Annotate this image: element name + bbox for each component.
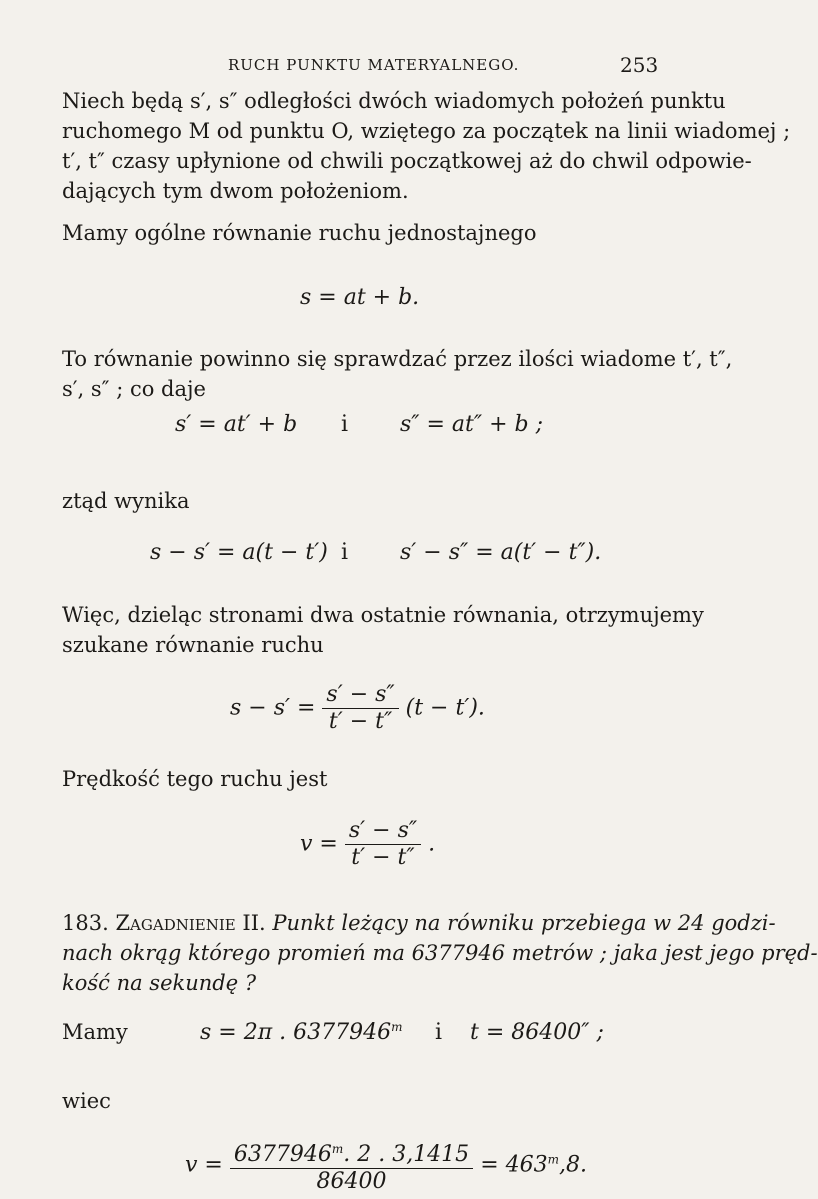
equation-result	[185, 1136, 587, 1195]
equation-rhs: (t − t′).	[405, 695, 485, 721]
paragraph-uniform-motion	[62, 218, 662, 248]
fraction	[322, 682, 398, 735]
paragraph-velocity	[62, 764, 662, 794]
text-line: dających tym dwom położeniom.	[62, 179, 409, 203]
text-line: szukane równanie ruchu	[62, 633, 324, 657]
text-line: ztąd wynika	[62, 489, 190, 513]
page-number: 253	[620, 53, 659, 77]
problem-183	[62, 908, 818, 998]
equation-conjunction: i	[341, 540, 349, 565]
equation-second-position: s″ = at″ + b ;	[400, 412, 544, 437]
problem-label: Zagadnienie II.	[115, 911, 266, 935]
fraction-numerator: s′ − s″	[345, 818, 421, 845]
paragraph-substitution	[62, 344, 733, 404]
fraction-denominator: t′ − t″	[328, 709, 393, 734]
fraction-numerator: s′ − s″	[322, 682, 398, 709]
equation-difference-two: s′ − s″ = a(t′ − t″).	[400, 540, 602, 565]
unit-superscript: m	[331, 1142, 344, 1156]
paragraph-positions	[62, 86, 791, 206]
result-rest: ,8.	[559, 1152, 587, 1178]
text-line: Więc, dzieląc stronami dwa ostatnie równania, otrzymujemy	[62, 603, 704, 627]
text-line: To równanie powinno się sprawdzać przez ilości wiadome t′, t″,	[62, 347, 733, 371]
fraction	[230, 1136, 473, 1195]
running-header: RUCH PUNKTU MATERYALNEGO.	[228, 56, 520, 74]
fraction-denominator: 86400	[316, 1169, 387, 1194]
paragraph-therefore	[62, 1086, 662, 1116]
numerator-rest: . 2 . 3,1415	[343, 1142, 470, 1167]
fraction	[345, 818, 421, 871]
paragraph-division	[62, 600, 704, 660]
equation-uniform-motion: s = at + b.	[300, 285, 420, 310]
text-line: Prędkość tego ruchu jest	[62, 767, 328, 791]
equation-time: t = 86400″ ;	[470, 1020, 604, 1045]
text-line: ruchomego M od punktu O, wziętego za początek na linii wiadomej ;	[62, 119, 791, 143]
equation-conjunction: i	[341, 412, 349, 437]
equation-rhs: = 463	[480, 1152, 548, 1178]
text-line: Mamy ogólne równanie ruchu jednostajnego	[62, 221, 537, 245]
fraction-numerator	[230, 1136, 473, 1169]
given-data-line	[62, 1020, 128, 1045]
equation-difference-one: s − s′ = a(t − t′)	[150, 540, 328, 565]
problem-number: 183.	[62, 911, 109, 935]
equation-lhs: v =	[300, 831, 338, 857]
unit-superscript: m	[391, 1020, 403, 1034]
paragraph-hence	[62, 486, 662, 516]
distance-expression: s = 2π . 6377946	[200, 1020, 392, 1045]
problem-text: nach okrąg którego promień ma 6377946 metrów ; jaka jest jego pręd-	[62, 941, 818, 965]
text-line: t′, t″ czasy upłynione od chwili początkowej aż do chwil odpowie-	[62, 149, 752, 173]
equation-lhs: v =	[185, 1152, 223, 1178]
equation-conjunction: i	[435, 1020, 443, 1045]
problem-first-line	[62, 908, 776, 938]
problem-text: Punkt leżący na równiku przebiega w 24 godzi-	[272, 911, 776, 935]
text-line: wiec	[62, 1089, 111, 1113]
fraction-denominator: t′ − t″	[351, 845, 415, 870]
text-line: s′, s″ ; co daje	[62, 377, 206, 401]
problem-text: kość na sekundę ?	[62, 971, 257, 995]
unit-superscript: m	[547, 1152, 559, 1167]
numerator-value: 6377946	[233, 1142, 332, 1167]
equation-distance	[200, 1020, 403, 1045]
equation-velocity	[300, 818, 435, 871]
equation-first-position: s′ = at′ + b	[175, 412, 298, 437]
text-line: Niech będą s′, s″ odległości dwóch wiadomych położeń punktu	[62, 89, 726, 113]
equation-motion	[230, 682, 485, 735]
given-word: Mamy	[62, 1020, 128, 1044]
equation-rhs: .	[428, 831, 436, 857]
equation-lhs: s − s′ =	[230, 695, 316, 721]
